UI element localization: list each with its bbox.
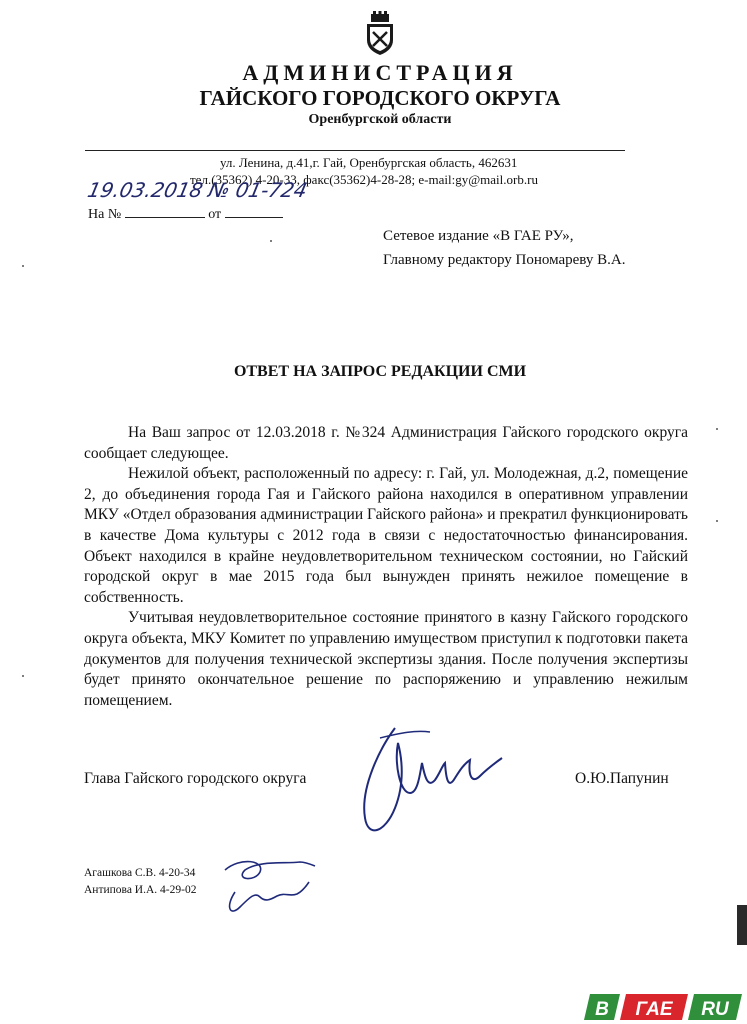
- signer-title: Глава Гайского городского округа: [84, 770, 307, 787]
- document-title: ОТВЕТ НА ЗАПРОС РЕДАКЦИИ СМИ: [233, 363, 527, 380]
- site-watermark-logo: [584, 990, 744, 1024]
- body-paragraph-3: Учитывая неудовлетворительное состояние принятого в казну Гайского городского округа объекта, МКУ Комитет по управлению имуществом приступил к подготовки пакета документов для получения технической экспертизы здания. После получения экспертизы будет принято окончательное решение по распоряжению и управлению нежилым помещением.: [84, 609, 688, 709]
- executor-2: Антипова И.А. 4-29-02: [84, 884, 197, 896]
- scan-edge: [737, 905, 747, 945]
- body-paragraph-2: Нежилой объект, расположенный по адресу: г. Гай, ул. Молодежная, д.2, помещение 2, до объединения города Гая и Гайского района находился в оперативном управлении МКУ «Отдел образования администрации Гайского района» и прекратил функционировать в качестве Дома культуры с 2012 года в связи с недостаточностью финансирования. Объект находился в крайне неудовлетворительном техническом состоянии, но Гайский городской округ в мае 2015 года был вынужден принять нежилое помещение в собственность.: [84, 465, 688, 606]
- watermark-ru: RU: [701, 999, 729, 1020]
- handwritten-registration: 19.03.2018 № 01-724: [85, 178, 310, 202]
- org-contacts: тел.(35362) 4-20-33, факс(35362)4-28-28; e-mail:gy@mail.orb.ru: [190, 172, 538, 187]
- org-region: Оренбургской области: [308, 112, 452, 127]
- body-paragraph-1: На Ваш запрос от 12.03.2018 г. №324 Администрация Гайского городского округа сообщает следующее.: [84, 424, 688, 462]
- ref-number-label: На №: [88, 207, 122, 222]
- org-name-line1: АДМИНИСТРАЦИЯ: [242, 60, 518, 85]
- recipient-line1: Сетевое издание «В ГАЕ РУ»,: [383, 228, 574, 244]
- executor-1: Агашкова С.В. 4-20-34: [84, 867, 196, 879]
- header-divider: [85, 150, 625, 151]
- scan-speck: [716, 428, 718, 430]
- reference-line: [88, 205, 283, 223]
- ref-number-blank: [125, 205, 205, 218]
- scan-speck: [716, 520, 718, 522]
- ref-from-label: от: [208, 207, 222, 222]
- executor-initials: [205, 852, 320, 922]
- coat-of-arms-icon: [363, 10, 397, 56]
- org-address: ул. Ленина, д.41,г. Гай, Оренбургская область, 462631: [220, 155, 518, 170]
- scan-speck: [22, 265, 24, 267]
- recipient-line2: Главному редактору Пономареву В.А.: [383, 252, 626, 268]
- letter-body: [84, 423, 688, 711]
- scan-speck: [270, 240, 272, 242]
- ref-date-blank: [225, 205, 283, 218]
- watermark-b: В: [595, 999, 609, 1020]
- signature: [340, 718, 520, 848]
- watermark-gae: ГАЕ: [635, 999, 673, 1020]
- scan-speck: [22, 675, 24, 677]
- org-name-line2: ГАЙСКОГО ГОРОДСКОГО ОКРУГА: [199, 86, 561, 110]
- signer-name: О.Ю.Папунин: [575, 770, 669, 787]
